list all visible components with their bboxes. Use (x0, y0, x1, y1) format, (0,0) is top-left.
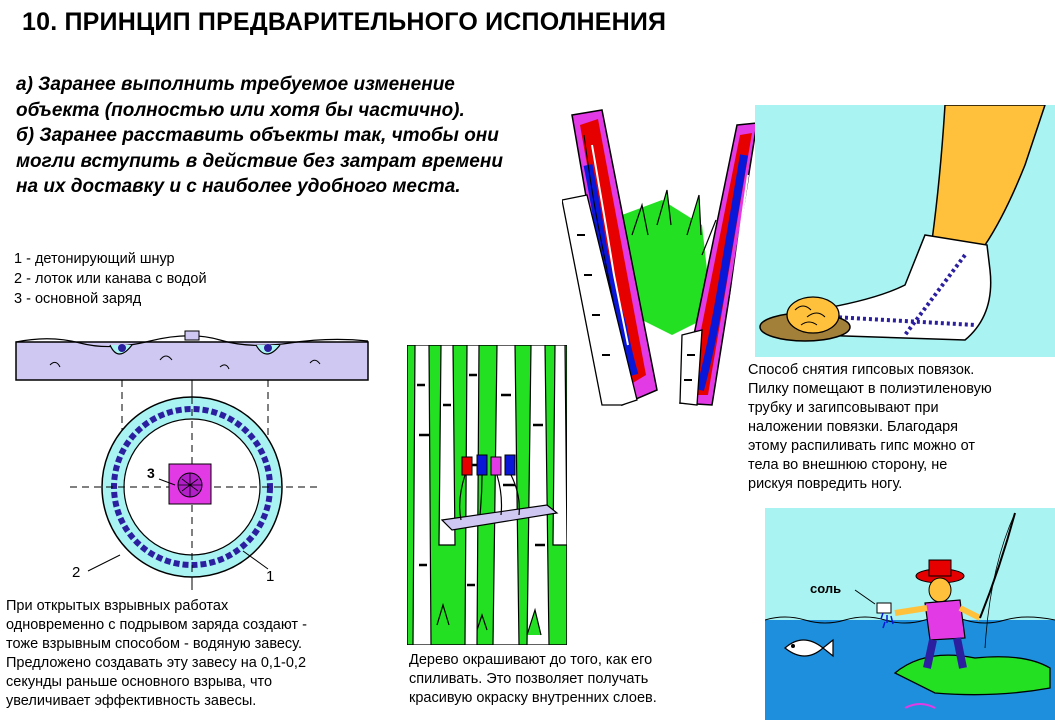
tree-dyeing-illustration (407, 345, 567, 645)
principle-description (16, 72, 556, 200)
caption-line: спиливать. Это позволяет получать (409, 671, 649, 687)
fishing-illustration (765, 508, 1055, 720)
legend-item: 1 - детонирующий шнур (14, 251, 175, 267)
caption-line: красивую окраску внутренних слоев. (409, 690, 657, 706)
cast-removal-illustration (755, 105, 1055, 357)
cast-caption (748, 361, 992, 494)
caption-line: При открытых взрывных работах (6, 598, 229, 614)
toes (787, 297, 839, 333)
legend-item: 3 - основной заряд (14, 291, 142, 307)
label-3: 3 (147, 465, 155, 481)
intro-line: на их доставку и с наиболее удобного места. (16, 176, 461, 197)
blast-caption (6, 597, 307, 711)
main-charge (169, 464, 211, 504)
caption-line: трубку и загипсовывают при (748, 400, 939, 416)
caption-line: Дерево окрашивают до того, как его (409, 652, 653, 668)
caption-line: тела во внешнюю сторону, не (748, 457, 948, 473)
caption-line: рискуя повредить ногу. (748, 476, 903, 492)
side-view-slab (16, 331, 368, 380)
salt-shaker (877, 603, 891, 613)
caption-line: наложении повязки. Благодаря (748, 419, 958, 435)
blast-diagram (10, 325, 380, 595)
caption-line: Пилку помещают в полиэтиленовую (748, 381, 992, 397)
page-title: 10. ПРИНЦИП ПРЕДВАРИТЕЛЬНОГО ИСПОЛНЕНИЯ (22, 8, 667, 36)
caption-line: Способ снятия гипсовых повязок. (748, 362, 975, 378)
label-2: 2 (72, 564, 81, 581)
caption-line: этому распиливать гипс можно от (748, 438, 976, 454)
tree-caption (409, 651, 657, 708)
caption-line: секунды раньше основного взрыва, что (6, 674, 273, 690)
intro-line: могли вступить в действие без затрат времени (16, 150, 503, 172)
intro-line: б) Заранее расставить объекты так, чтобы они (16, 125, 499, 146)
caption-line: одновременно с подрывом заряда создают - (6, 617, 307, 633)
label-1: 1 (266, 568, 275, 585)
intro-line: а) Заранее выполнить требуемое изменение (16, 74, 455, 95)
caption-line: Предложено создавать эту завесу на 0,1-0,2 (6, 655, 307, 671)
blast-legend (14, 249, 207, 309)
painted-log-illustration (562, 105, 757, 410)
caption-line: тоже взрывным способом - водяную завесу. (6, 636, 302, 652)
salt-label: соль (810, 581, 842, 596)
intro-line: объекта (полностью или хотя бы частично). (16, 99, 465, 121)
caption-line: увеличивает эффективность завесы. (6, 693, 257, 709)
legend-item: 2 - лоток или канава с водой (14, 271, 207, 287)
